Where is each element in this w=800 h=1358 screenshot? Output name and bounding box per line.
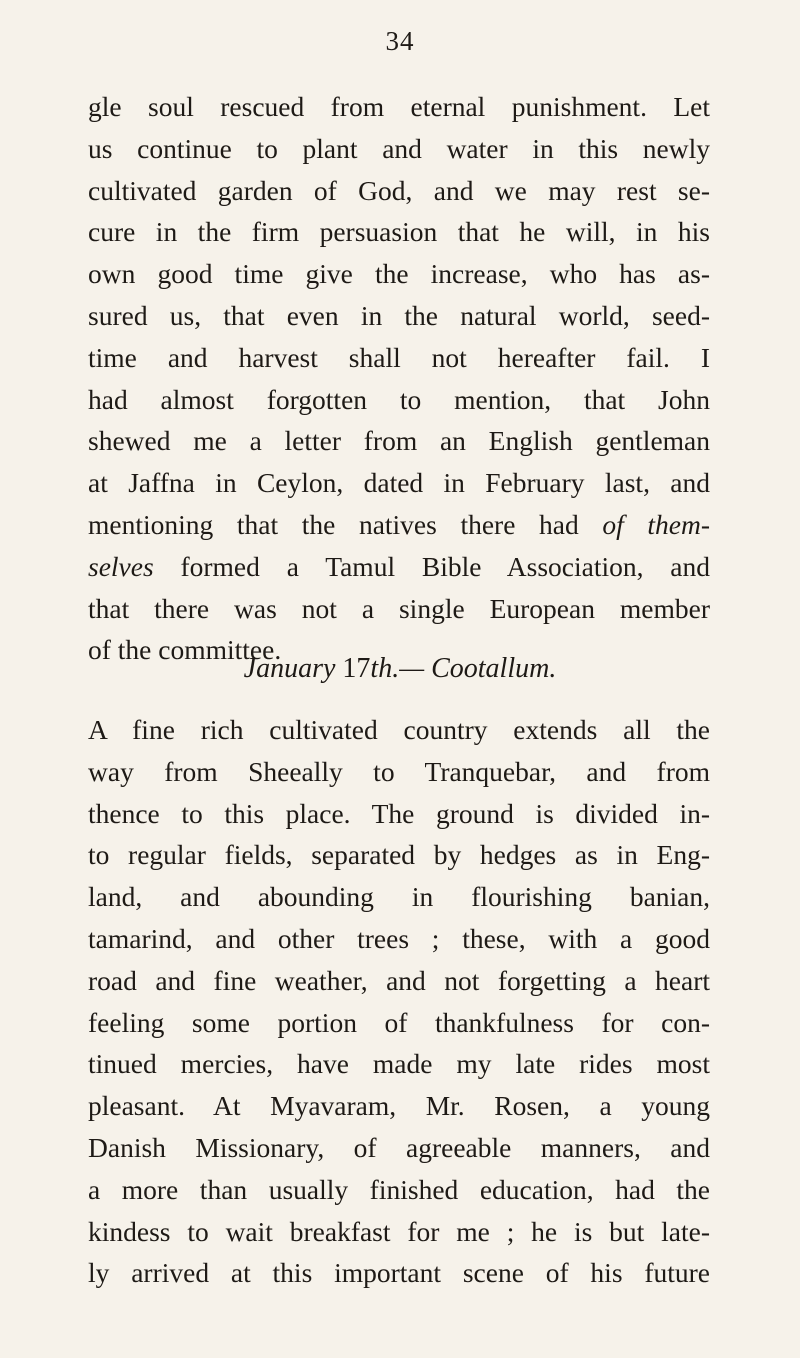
text-line <box>88 546 710 588</box>
heading-place: th.— Cootallum. <box>370 653 557 684</box>
text-line: cultivated garden of God, and we may rest se- <box>88 174 710 206</box>
heading-month: January <box>243 653 343 684</box>
text-line: that there was not a single European member <box>88 592 710 624</box>
text-segment: mentioning that the natives there had <box>88 508 603 540</box>
text-line <box>88 504 710 546</box>
text-line: tinued mercies, have made my late rides most <box>88 1048 710 1080</box>
text-line: shewed me a letter from an English gentleman <box>88 425 710 457</box>
italic-text: selves <box>88 550 154 582</box>
text-line: us continue to plant and water in this newly <box>88 132 710 164</box>
text-line: cure in the firm persuasion that he will, in his <box>88 216 710 248</box>
text-line: a more than usually finished education, had the <box>88 1173 710 1205</box>
page-number: 34 <box>385 26 415 56</box>
text-line: thence to this place. The ground is divided in- <box>88 797 710 829</box>
text-line: time and harvest shall not hereafter fail. I <box>88 341 710 373</box>
heading-day-number: 17 <box>342 653 371 684</box>
paragraph-2 <box>88 709 710 1294</box>
text-line: pleasant. At Myavaram, Mr. Rosen, a young <box>88 1090 710 1122</box>
text-segment: formed a Tamul Bible Association, and <box>153 550 710 582</box>
text-line: had almost forgotten to mention, that John <box>88 383 710 415</box>
text-line: feeling some portion of thankfulness for con- <box>88 1006 710 1038</box>
text-line: road and fine weather, and not forgetting a heart <box>88 964 710 996</box>
text-line: sured us, that even in the natural world, seed- <box>88 299 710 331</box>
text-line: tamarind, and other trees ; these, with a good <box>88 922 710 954</box>
text-line: of the committee. <box>88 634 282 666</box>
text-line: way from Sheeally to Tranquebar, and from <box>88 755 710 787</box>
text-line: ly arrived at this important scene of his future <box>88 1257 710 1289</box>
text-line: to regular fields, separated by hedges as in Eng- <box>88 839 710 871</box>
text-line: gle soul rescued from eternal punishment. Let <box>88 91 710 122</box>
italic-text: of them- <box>602 508 710 540</box>
text-line: at Jaffna in Ceylon, dated in February last, and <box>88 467 710 499</box>
text-line: Danish Missionary, of agreeable manners, and <box>88 1131 710 1163</box>
text-line: A fine rich cultivated country extends all the <box>88 714 710 745</box>
text-line: own good time give the increase, who has as- <box>88 258 710 290</box>
paragraph-1 <box>88 86 710 671</box>
entry-heading <box>0 653 800 685</box>
text-line: kindess to wait breakfast for me ; he is but late- <box>88 1215 710 1247</box>
text-line: land, and abounding in flourishing banian, <box>88 881 710 913</box>
